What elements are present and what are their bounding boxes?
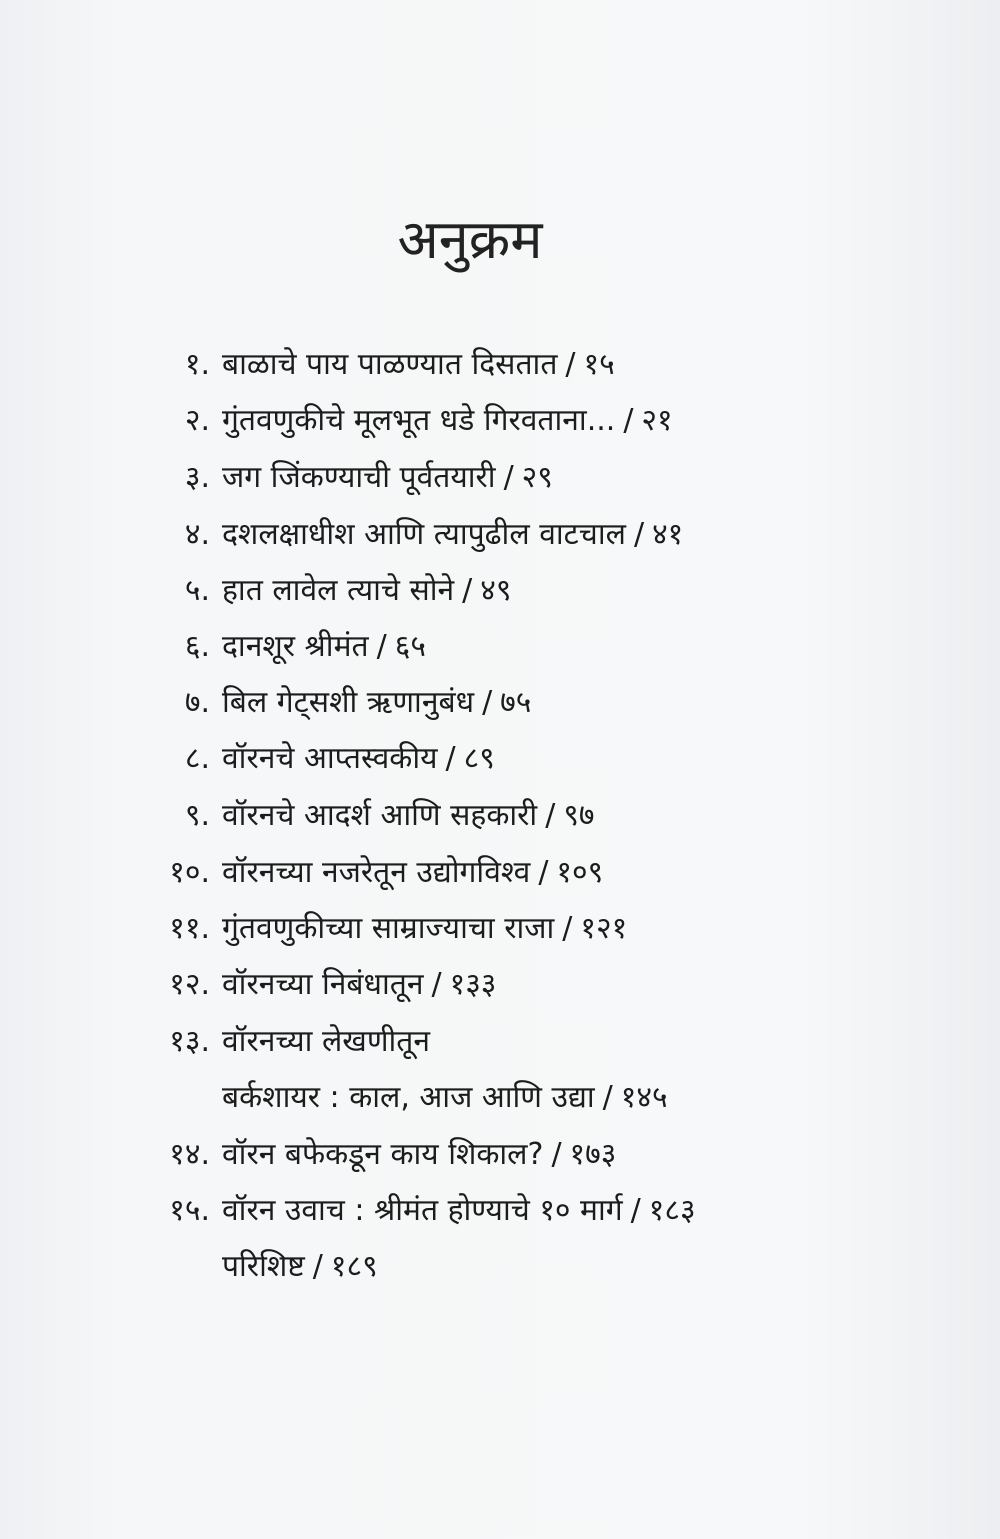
toc-entry-page: ७५	[500, 685, 532, 720]
toc-entry-title: बिल गेट्सशी ऋणानुबंध	[222, 685, 475, 720]
toc-entry-page: ९७	[563, 798, 595, 833]
toc-entry	[0, 1017, 1000, 1067]
toc-entry: ९. वॉरनचे आदर्श आणि सहकारी / ९७	[0, 791, 1000, 841]
toc-entry-page: १०९	[556, 855, 604, 890]
toc-entry-page: ६५	[394, 629, 426, 664]
toc-entry: ३. जग जिंकण्याची पूर्वतयारी / २९	[0, 453, 1000, 503]
toc-entry-title: वॉरनच्या लेखणीतून	[222, 1024, 431, 1059]
toc-entry-title: वॉरनचे आदर्श आणि सहकारी	[222, 798, 538, 833]
toc-entry: परिशिष्ट / १८९	[222, 1249, 378, 1284]
toc-entry-number: ७.	[184, 685, 210, 720]
toc-entry: १०. वॉरनच्या नजरेतून उद्योगविश्व / १०९	[0, 848, 1000, 898]
toc-entry: बर्कशायर : काल, आज आणि उद्या / १४५	[222, 1080, 668, 1115]
toc-entry-page: ४९	[480, 573, 512, 608]
toc-entry-page: १३३	[449, 967, 497, 1002]
toc-entry-number: १३.	[169, 1024, 210, 1059]
toc-entry: ४. दशलक्षाधीश आणि त्यापुढील वाटचाल / ४१	[0, 510, 1000, 560]
toc-entry-number: १५.	[169, 1193, 210, 1228]
toc-entry-page: ८९	[463, 741, 495, 776]
toc-entry-page: २१	[641, 403, 673, 438]
toc-entry-number: ११.	[169, 911, 210, 946]
toc-entry-number: १.	[184, 347, 210, 382]
toc-entry: १२. वॉरनच्या निबंधातून / १३३	[0, 960, 1000, 1010]
toc-entry-page: १४५	[620, 1080, 668, 1115]
toc-entry-title: बर्कशायर : काल, आज आणि उद्या	[222, 1080, 595, 1115]
toc-entry-title: जग जिंकण्याची पूर्वतयारी	[222, 460, 496, 495]
toc-entry-title: वॉरन उवाच : श्रीमंत होण्याचे १० मार्ग	[222, 1193, 623, 1228]
toc-entry-page: १५	[583, 347, 615, 382]
toc-entry-number: १०.	[169, 855, 210, 890]
toc-entry-number: ६.	[184, 629, 210, 664]
toc-entry-page: १८३	[648, 1193, 696, 1228]
toc-entry-title: दशलक्षाधीश आणि त्यापुढील वाटचाल	[222, 517, 626, 552]
toc-entry: २. गुंतवणुकीचे मूलभूत धडे गिरवताना... / २१	[0, 396, 1000, 446]
toc-entry-title: गुंतवणुकीच्या साम्राज्याचा राजा	[222, 911, 555, 946]
toc-entry: ८. वॉरनचे आप्तस्वकीय / ८९	[0, 734, 1000, 784]
toc-entry-number: ४.	[184, 517, 210, 552]
toc-entry: ११. गुंतवणुकीच्या साम्राज्याचा राजा / १२१	[0, 904, 1000, 954]
toc-entry-number: १४.	[169, 1137, 210, 1172]
toc-entry-page: ४१	[652, 517, 684, 552]
toc-entry-title: वॉरनच्या नजरेतून उद्योगविश्व	[222, 855, 531, 890]
toc-entry: ७. बिल गेट्सशी ऋणानुबंध / ७५	[0, 678, 1000, 728]
toc-entry-page: १२१	[580, 911, 628, 946]
toc-entry: १. बाळाचे पाय पाळण्यात दिसतात / १५	[0, 340, 1000, 390]
toc-entry-title: परिशिष्ट	[222, 1249, 305, 1284]
toc-entry: ५. हात लावेल त्याचे सोने / ४९	[0, 566, 1000, 616]
page-title: अनुक्रम	[397, 208, 543, 271]
toc-entry-title: दानशूर श्रीमंत	[222, 629, 369, 664]
toc-entry-title: वॉरनच्या निबंधातून	[222, 967, 424, 1002]
toc-entry-title: हात लावेल त्याचे सोने	[222, 573, 455, 608]
toc-entry-page: २९	[521, 460, 553, 495]
toc-entry-title: वॉरनचे आप्तस्वकीय	[222, 741, 438, 776]
toc-entry-number: ३.	[184, 460, 210, 495]
toc-entry: १५. वॉरन उवाच : श्रीमंत होण्याचे १० मार्ग / १८३	[0, 1186, 1000, 1236]
toc-entry-page: १७३	[569, 1137, 617, 1172]
toc-entry: ६. दानशूर श्रीमंत / ६५	[0, 622, 1000, 672]
toc-entry: १४. वॉरन बफेकडून काय शिकाल? / १७३	[0, 1130, 1000, 1180]
toc-entry-title: वॉरन बफेकडून काय शिकाल?	[222, 1137, 544, 1172]
toc-entry-number: ८.	[184, 741, 210, 776]
toc-entry-number: २.	[184, 403, 210, 438]
toc-entry-title: गुंतवणुकीचे मूलभूत धडे गिरवताना...	[222, 403, 616, 438]
toc-entry-number: ५.	[184, 573, 210, 608]
toc-entry-title: बाळाचे पाय पाळण्यात दिसतात	[222, 347, 558, 382]
toc-entry-number: ९.	[184, 798, 210, 833]
toc-entry-number: १२.	[169, 967, 210, 1002]
toc-entry-page: १८९	[330, 1249, 378, 1284]
